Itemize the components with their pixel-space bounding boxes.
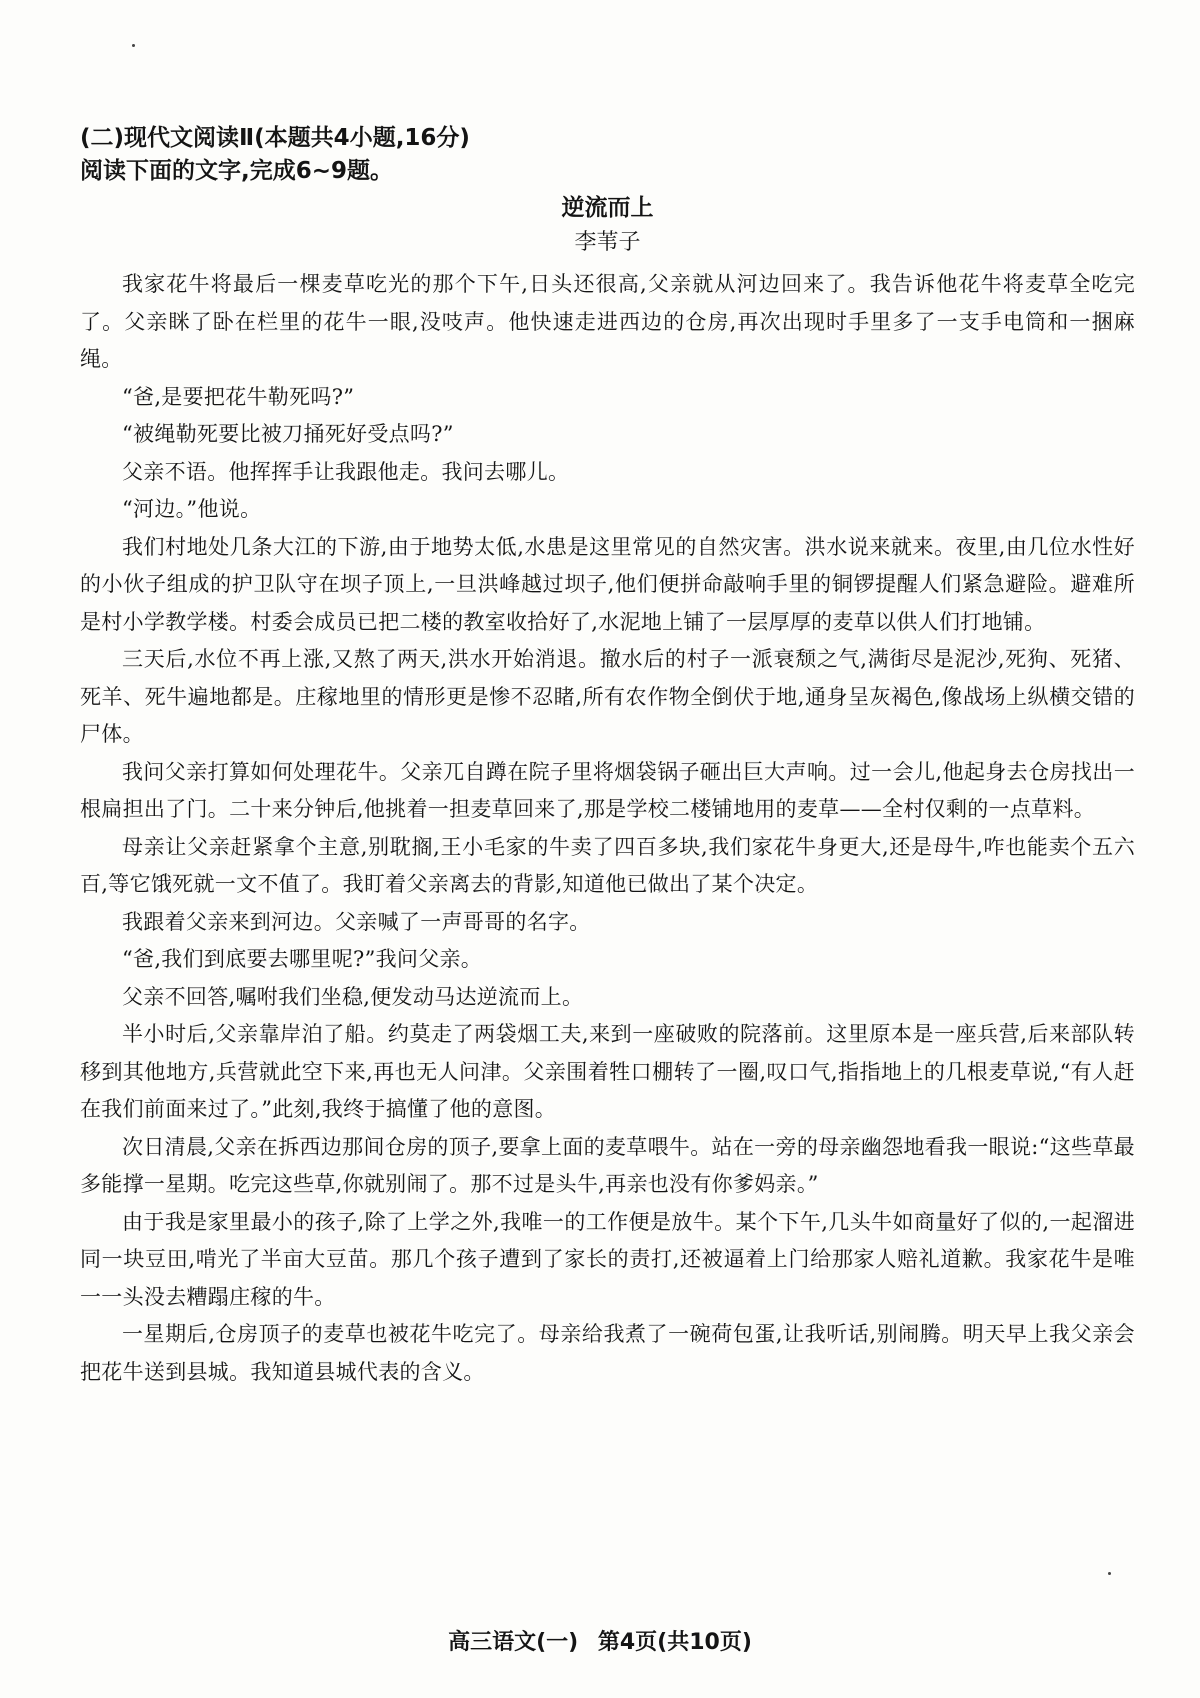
paragraph: 三天后,水位不再上涨,又熬了两天,洪水开始消退。撤水后的村子一派衰颓之气,满街尽是泥沙,死狗、死猪、死羊、死牛遍地都是。庄稼地里的情形更是惨不忍睹,所有农作物全倒伏于地,通身呈灰褐色,像战场上纵横交错的尸体。 [80,647,1135,746]
paragraph: “被绳勒死要比被刀捅死好受点吗?” [122,422,454,446]
paragraph: 半小时后,父亲靠岸泊了船。约莫走了两袋烟工夫,来到一座破败的院落前。这里原本是一座兵营,后来部队转移到其他地方,兵营就此空下来,再也无人问津。父亲围着牲口棚转了一圈,叹口气,指指地上的几根麦草说,“有人赶在我们前面来过了。”此刻,我终于搞懂了他的意图。 [80,1022,1135,1121]
page-footer: 高三语文(一) 第4页(共10页) [448,1630,752,1655]
scan-speck [1108,1572,1111,1575]
paragraph: 由于我是家里最小的孩子,除了上学之外,我唯一的工作便是放牛。某个下午,几头牛如商量好了似的,一起溜进同一块豆田,啃光了半亩大豆苗。那几个孩子遭到了家长的责打,还被逼着上门给那家人赔礼道歉。我家花牛是唯一一头没去糟蹋庄稼的牛。 [80,1209,1135,1309]
paragraph: 我跟着父亲来到河边。父亲喊了一声哥哥的名字。 [122,909,591,934]
paragraph: “爸,我们到底要去哪里呢?”我问父亲。 [122,947,483,971]
paragraph: 我们村地处几条大江的下游,由于地势太低,水患是这里常见的自然灾害。洪水说来就来。夜里,由几位水性好的小伙子组成的护卫队守在坝子顶上,一旦洪峰越过坝子,他们便拼命敲响手里的铜锣提醒人们紧急避险。避难所是村小学教学楼。村委会成员已把二楼的教室收拾好了,水泥地上铺了一层厚厚的麦草以供人们打地铺。 [80,534,1135,634]
paragraph: 我家花牛将最后一棵麦草吃光的那个下午,日头还很高,父亲就从河边回来了。我告诉他花牛将麦草全吃完了。父亲眯了卧在栏里的花牛一眼,没吱声。他快速走进西边的仓房,再次出现时手里多了一支手电筒和一捆麻绳。 [80,272,1135,371]
section-header: (二)现代文阅读Ⅱ(本题共4小题,16分) [80,125,470,151]
paragraph: 我问父亲打算如何处理花牛。父亲兀自蹲在院子里将烟袋锅子砸出巨大声响。过一会儿,他起身去仓房找出一根扁担出了门。二十来分钟后,他挑着一担麦草回来了,那是学校二楼铺地用的麦草——全村仅剩的一点草料。 [80,759,1135,821]
section-instruction: 阅读下面的文字,完成6~9题。 [80,158,394,184]
article-body [80,266,1135,1391]
article-author: 李苇子 [574,230,641,255]
paragraph: 一星期后,仓房顶子的麦草也被花牛吃完了。母亲给我煮了一碗荷包蛋,让我听话,别闹腾。明天早上我父亲会把花牛送到县城。我知道县城代表的含义。 [80,1322,1135,1384]
paragraph: 次日清晨,父亲在拆西边那间仓房的顶子,要拿上面的麦草喂牛。站在一旁的母亲幽怨地看我一眼说:“这些草最多能撑一星期。吃完这些草,你就别闹了。那不过是头牛,再亲也没有你爹妈亲。” [80,1134,1135,1196]
page-content [80,122,1135,1391]
scan-speck [132,44,135,47]
article-title: 逆流而上 [561,195,654,221]
paragraph: “河边。”他说。 [122,497,262,521]
paragraph: 父亲不回答,嘱咐我们坐稳,便发动马达逆流而上。 [122,984,584,1009]
paragraph: 母亲让父亲赶紧拿个主意,别耽搁,王小毛家的牛卖了四百多块,我们家花牛身更大,还是母牛,咋也能卖个五六百,等它饿死就一文不值了。我盯着父亲离去的背影,知道他已做出了某个决定。 [80,834,1135,896]
paragraph: 父亲不语。他挥挥手让我跟他走。我问去哪儿。 [122,459,570,484]
paragraph: “爸,是要把花牛勒死吗?” [122,384,355,409]
